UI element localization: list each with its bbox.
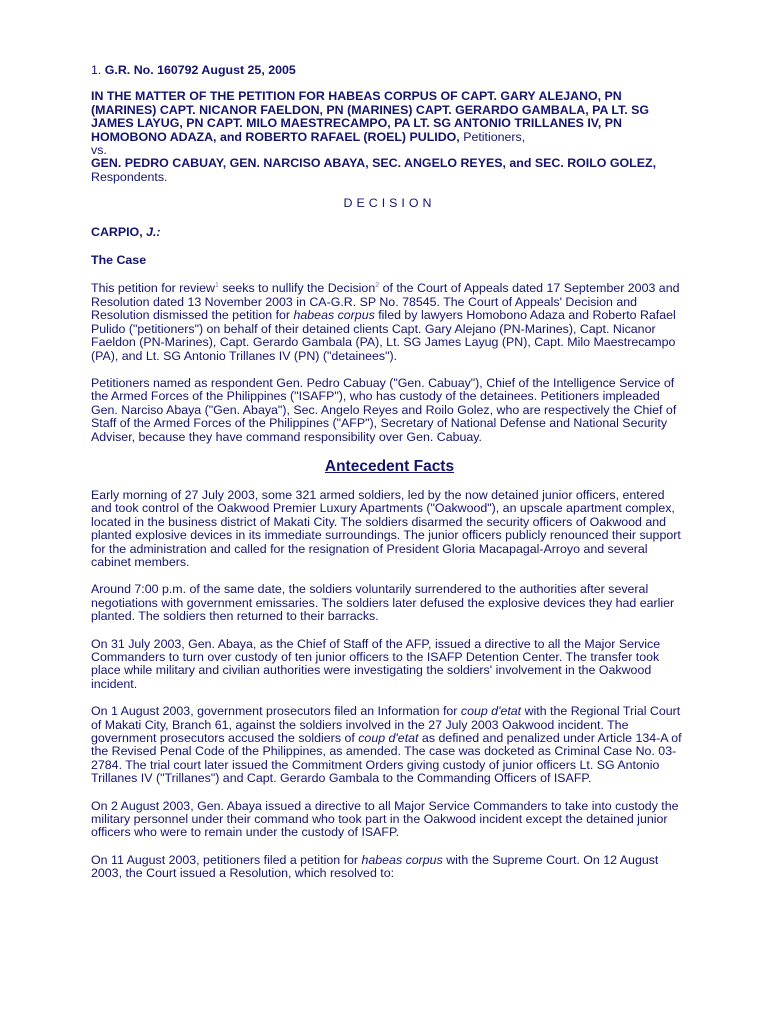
paragraph-5: On 31 July 2003, Gen. Abaya, as the Chief of Staff of the AFP, issued a directive to all the Major Service Commanders to turn over custody of ten junior officers to the ISAFP Detention Center. The transfer took place while military and civilian authorities were investigating the soldiers' involvement in the Oakwood incident. <box>91 636 661 691</box>
respondents-label: Respondents. <box>91 169 168 184</box>
paragraph-1 <box>91 282 688 362</box>
p8-text-b: with the Supreme Court. On 12 August 2003, the Court issued a Resolution, which resolved to: <box>91 852 659 881</box>
p1-text-d: filed by lawyers Homobono Adaza and Roberto Rafael Pulido ("petitioners") on behalf of their detained clients Capt. Gary Alejano (PN-Marines), Capt. Nicanor Faeldon (PN-Marines), Capt. Gerardo Gambala (PA), Lt. SG James Layug (PN), Capt. Milo Maestrecampo (PA), and Lt. SG Antonio Trillanes IV (PN) ("detainees"). <box>91 308 676 363</box>
gr-number: G.R. No. 160792 August 25, 2005 <box>104 63 296 77</box>
petitioners-names: IN THE MATTER OF THE PETITION FOR HABEAS CORPUS OF CAPT. GARY ALEJANO, PN (MARINES) CAPT. NICANOR FAELDON, PN (MARINES) CAPT. GERARDO GAMBALA, PA LT. SG JAMES LAYUG, PN CAPT. MILO MAESTRECAMPO, PA LT. SG ANTONIO TRILLANES IV, PN HOMOBONO ADAZA, and ROBERTO RAFAEL (ROEL) PULIDO, <box>91 89 650 144</box>
p6-text-b: with the Regional Trial Court of Makati City, Branch 61, against the soldiers involved in the 27 July 2003 Oakwood incident. The government prosecutors accused the soldiers of <box>91 704 681 746</box>
footnote-ref-2[interactable]: 2 <box>375 282 380 290</box>
heading-antecedent-facts: Antecedent Facts <box>324 457 455 475</box>
p1-italic: habeas corpus <box>293 308 375 323</box>
list-number: 1. <box>91 63 105 77</box>
p6-text-c: as defined and penalized under Article 134-A of the Revised Penal Code of the Philippines, as amended. The case was docketed as Criminal Case No. 03-2784. The trial court later issued the Commitment Orders giving custody of junior officers Lt. SG Antonio Trillanes IV ("Trillanes") and Capt. Gerardo Gambala to the Commanding Officers of ISAFP. <box>91 731 682 786</box>
section-the-case: The Case <box>91 253 147 268</box>
petitioners-label: Petitioners, <box>459 129 526 144</box>
p1-text-c: of the Court of Appeals dated 17 September 2003 and Resolution dated 13 November 2003 in CA-G.R. SP No. 78545. The Court of Appeals' Decision and Resolution dismissed the petition for <box>91 281 680 323</box>
p8-italic: habeas corpus <box>361 852 443 867</box>
p6-italic-2: coup d'etat <box>358 731 419 746</box>
case-caption <box>91 90 688 184</box>
paragraph-2: Petitioners named as respondent Gen. Pedro Cabuay ("Gen. Cabuay"), Chief of the Intelligence Service of the Armed Forces of the Philippines ("ISAFP"), who has custody of the detainees. Petitioners impleaded Gen. Narciso Abaya ("Gen. Abaya"), Sec. Angelo Reyes and Roilo Golez, who are respectively the Chief of Staff of the Armed Forces of the Philippines ("AFP"), Secretary of National Defense and National Security Adviser, because they have command responsibility over Gen. Cabuay. <box>91 375 677 444</box>
p1-text-a: This petition for review <box>91 281 215 296</box>
paragraph-3: Early morning of 27 July 2003, some 321 armed soldiers, led by the now detained junior officers, entered and took control of the Oakwood Premier Luxury Apartments ("Oakwood"), an upscale apartment complex, located in the business district of Makati City. The soldiers disarmed the security officers of Oakwood and planted explosive devices in its immediate surroundings. The junior officers publicly renounced their support for the administration and called for the resignation of President Gloria Macapagal-Arroyo and several cabinet members. <box>91 487 681 569</box>
p1-text-b: seeks to nullify the Decision <box>218 281 376 296</box>
paragraph-4: Around 7:00 p.m. of the same date, the soldiers voluntarily surrendered to the authorities after several negotiations with government emissaries. The soldiers later defused the explosive devices they had earlier planted. The soldiers then returned to their barracks. <box>91 582 675 624</box>
paragraph-8 <box>91 854 688 881</box>
decision-title: DECISION <box>343 196 436 211</box>
paragraph-6 <box>91 705 688 785</box>
p6-text-a: On 1 August 2003, government prosecutors filed an Information for <box>91 704 461 719</box>
ponente <box>91 226 688 239</box>
case-number-line <box>91 64 688 77</box>
footnote-ref-1[interactable]: 1 <box>214 282 219 290</box>
respondents-names: GEN. PEDRO CABUAY, GEN. NARCISO ABAYA, SEC. ANGELO REYES, and SEC. ROILO GOLEZ, <box>91 156 657 171</box>
ponente-name: CARPIO, <box>91 224 147 239</box>
p6-italic-1: coup d'etat <box>460 704 522 719</box>
paragraph-7: On 2 August 2003, Gen. Abaya issued a directive to all Major Service Commanders to take into custody the military personnel under their command who took part in the Oakwood incident except the detained junior officers who were to remain under the custody of ISAFP. <box>91 798 679 840</box>
versus: vs. <box>91 143 107 158</box>
p8-text-a: On 11 August 2003, petitioners filed a petition for <box>91 852 362 867</box>
ponente-title: J.: <box>146 224 161 239</box>
